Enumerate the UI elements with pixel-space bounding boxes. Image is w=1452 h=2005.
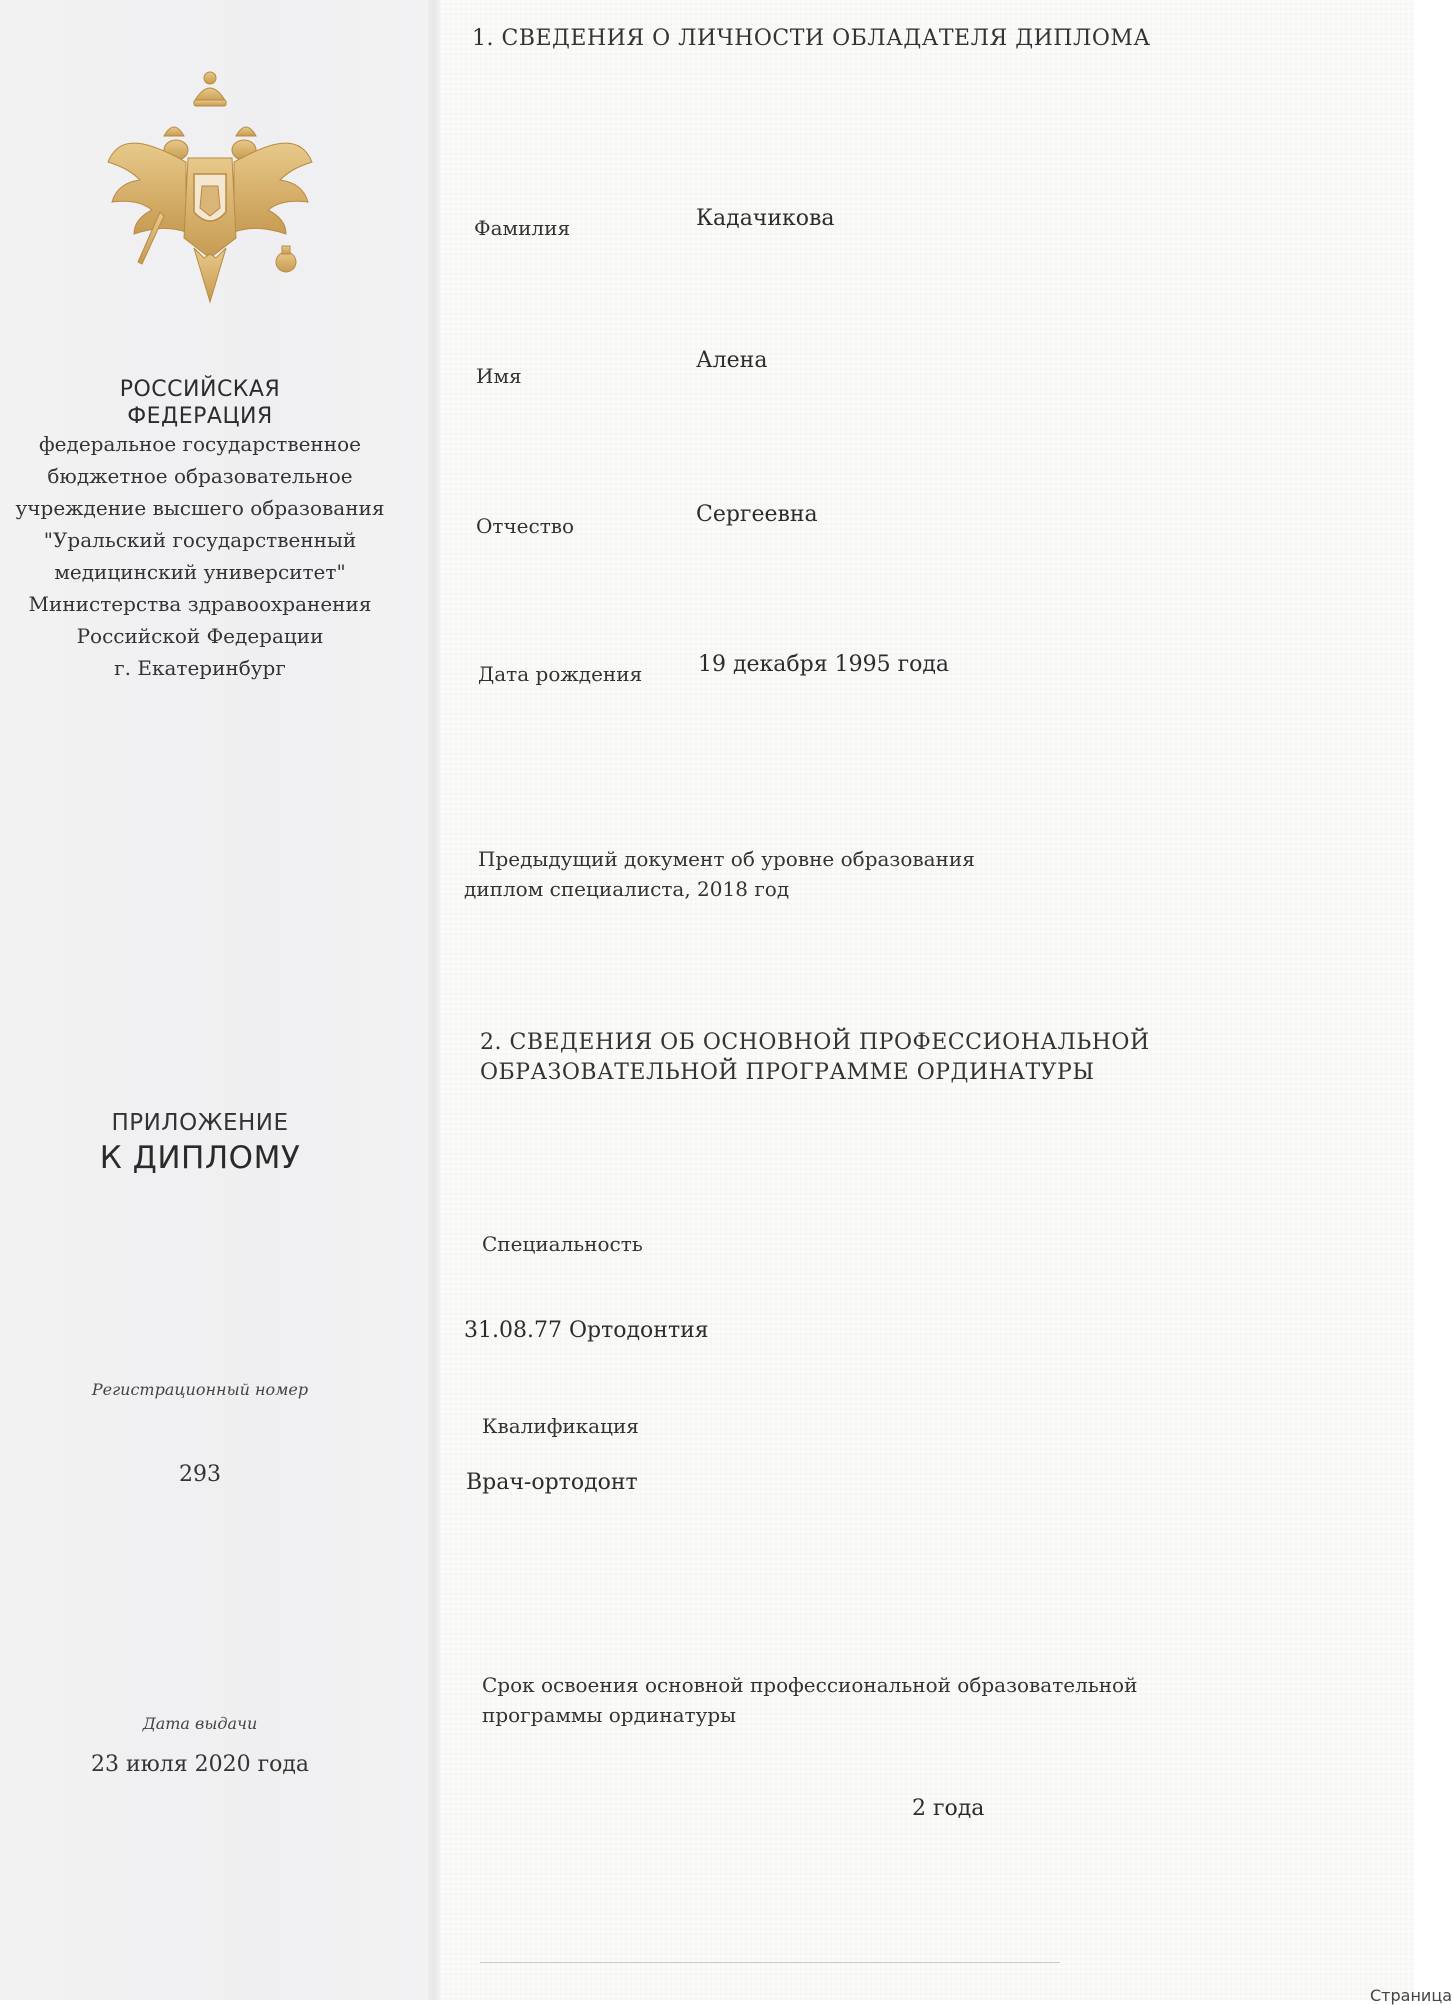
program-duration-label-line1: Срок освоения основной профессиональной образовательной [482, 1673, 1138, 1697]
program-duration-label-line2: программы ординатуры [482, 1703, 737, 1727]
section2-heading-line2: ОБРАЗОВАТЕЛЬНОЙ ПРОГРАММЕ ОРДИНАТУРЫ [480, 1060, 1095, 1085]
birth-date-label: Дата рождения [478, 662, 643, 686]
registration-number: 293 [179, 1462, 221, 1487]
issue-date-label: Дата выдачи [142, 1714, 258, 1733]
organization-line-6: Министерства здравоохранения [28, 592, 372, 616]
previous-document-value: диплом специалиста, 2018 год [464, 877, 790, 901]
birth-date-value: 19 декабря 1995 года [698, 652, 950, 677]
coat-of-arms-emblem [90, 62, 330, 322]
qualification-label: Квалификация [482, 1414, 639, 1438]
section2-heading-line1: 2. СВЕДЕНИЯ ОБ ОСНОВНОЙ ПРОФЕССИОНАЛЬНОЙ [480, 1030, 1150, 1055]
qualification-value: Врач-ортодонт [466, 1470, 638, 1495]
bottom-divider [480, 1962, 1060, 1963]
program-duration-value: 2 года [912, 1796, 985, 1821]
organization-line-7: Российской Федерации [76, 624, 324, 648]
specialty-value: 31.08.77 Ортодонтия [464, 1318, 709, 1343]
organization-line-5: медицинский университет" [54, 560, 346, 584]
surname-label: Фамилия [474, 216, 571, 240]
name-label: Имя [476, 364, 522, 388]
specialty-label: Специальность [482, 1232, 643, 1256]
panel-fold [428, 0, 440, 2000]
organization-line-2: бюджетное образовательное [47, 464, 353, 488]
country-name-line2: ФЕДЕРАЦИЯ [127, 404, 273, 429]
name-value: Алена [696, 348, 768, 373]
appendix-title-line2: К ДИПЛОМУ [99, 1140, 301, 1176]
appendix-title-line1: ПРИЛОЖЕНИЕ [111, 1110, 289, 1136]
patronymic-label: Отчество [476, 514, 575, 538]
page-reference: Страница [1370, 1986, 1452, 2005]
organization-line-1: федеральное государственное [39, 432, 361, 456]
registration-number-label: Регистрационный номер [91, 1380, 309, 1399]
organization-line-3: учреждение высшего образования [15, 496, 385, 520]
organization-line-4: "Уральский государственный [43, 528, 357, 552]
patronymic-value: Сергеевна [696, 502, 818, 527]
organization-line-8: г. Екатеринбург [114, 656, 286, 680]
issue-date: 23 июля 2020 года [90, 1752, 310, 1777]
surname-value: Кадачикова [696, 206, 835, 231]
section1-heading: 1. СВЕДЕНИЯ О ЛИЧНОСТИ ОБЛАДАТЕЛЯ ДИПЛОМА [472, 26, 1151, 51]
country-name-line1: РОССИЙСКАЯ [119, 377, 281, 402]
previous-document-label: Предыдущий документ об уровне образования [478, 847, 975, 871]
